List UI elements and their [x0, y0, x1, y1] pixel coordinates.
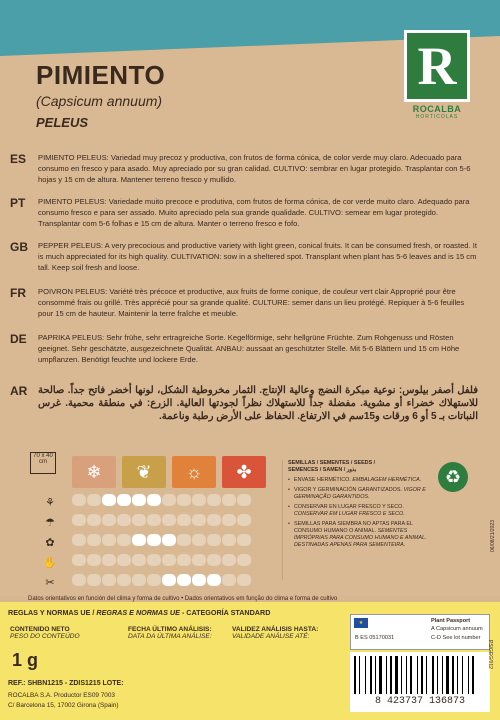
snowflake-icon: ❄: [72, 456, 116, 488]
reg-title-pt: REGRAS E NORMAS UE: [96, 608, 180, 617]
lang-text: PAPRIKA PELEUS: Sehr frühe, sehr ertragreiche Sorte. Kegelförmige, sehr hellgrüne Früchte. Zum Rohgenuss und Rösten geeignet. Sehr geschätzte, ausgezeichnete Qualität. ANBAU: aussaat an geschützter Stelle. Mit 5-6 Blättern und 15 cm Höhe umpflanzen. Benötigt feuchte und lockere Erde.: [38, 333, 460, 364]
harvest-icon: ✂: [45, 576, 55, 589]
legend-item: [288, 504, 428, 518]
scientific-name: (Capsicum annuum): [36, 93, 163, 109]
month-cell-inactive: [192, 534, 206, 546]
barcode-bar: [455, 656, 456, 694]
lang-block-es: [6, 152, 494, 185]
month-cell-inactive: [222, 494, 236, 506]
month-cell-inactive: [207, 494, 221, 506]
lang-text: POIVRON PELEUS: Variété très précoce et productive, aux fruits de forme conique, de couleur vert clair Approprié pour être consommé frais ou grillé. Très apprécié pour sa grande qualité. CULTURE: semer dans un lieu protégé. Repiquer à 5-6 feuilles pour 15 cm de hauteur. Maintenir la terre fraîche et meuble.: [38, 287, 465, 318]
green-dot-recycle-icon: ♻: [438, 462, 468, 492]
barcode-bar: [457, 656, 458, 694]
month-cell-inactive: [222, 514, 236, 526]
month-cell-inactive: [162, 554, 176, 566]
month-cell-active: [192, 574, 206, 586]
lang-block-fr: [6, 286, 494, 319]
legend-item: [288, 521, 428, 549]
calendar-row: [40, 534, 60, 550]
month-cell-inactive: [87, 514, 101, 526]
lang-block-ar: [6, 384, 494, 423]
month-cell-inactive: [162, 494, 176, 506]
barcode-bar: [421, 656, 423, 694]
barcode-bar: [470, 656, 471, 694]
month-cell-inactive: [237, 494, 251, 506]
barcode-bar: [452, 656, 454, 694]
seed-legend: [288, 460, 428, 552]
month-cell-inactive: [72, 494, 86, 506]
calendar-row: [40, 574, 60, 590]
barcode-bar: [354, 656, 356, 694]
month-cell-active: [147, 534, 161, 546]
month-cell-inactive: [147, 514, 161, 526]
barcode-bar: [475, 656, 476, 694]
month-cell-inactive: [117, 514, 131, 526]
month-cell-inactive: [207, 534, 221, 546]
month-cell-inactive: [192, 554, 206, 566]
month-cell-inactive: [117, 574, 131, 586]
brand-logo: [404, 30, 470, 128]
analysis-label-pt: DATA DA ÚLTIMA ANÁLISE:: [128, 633, 212, 640]
month-cell-inactive: [147, 574, 161, 586]
barcode-bar: [373, 656, 374, 694]
passport-title: Plant Passport: [431, 618, 471, 624]
legend-heading-2: SEMENCES / SAMEN / بذور: [288, 467, 357, 473]
barcode: [350, 652, 490, 712]
barcode-bar: [444, 656, 445, 694]
product-title: PIMIENTO: [36, 60, 166, 90]
legend-item-es: VIGOR Y GERMINACIÓN GARANTIZADOS.: [294, 487, 402, 493]
barcode-bar: [437, 656, 438, 694]
barcode-bar: [365, 656, 366, 694]
month-cell-inactive: [132, 514, 146, 526]
legend-item-es: CONSERVAR EN LUGAR FRESCO Y SECO.: [294, 504, 404, 510]
side-code: PS/GEG/012: [487, 640, 493, 669]
lang-text: PIMENTO PELEUS: Variedade muito precoce e produtiva, com frutos de forma cónica, de cor verde muito claro. Adequado para consumo fresco e para ser assado. Muito apreciado pela sua grande qualidade. CULTIVO: semear em lugar protegido. Transplantar com 5-6 folhas e 15 cm de altura. Manter o terreno fresco e fofo.: [38, 197, 470, 228]
lang-code: DE: [10, 332, 27, 346]
title-block: [36, 60, 165, 130]
barcode-bar: [388, 656, 389, 694]
barcode-number: 8 423737 136873: [374, 696, 465, 707]
lang-text: PEPPER PELEUS: A very precocious and productive variety with light green, conical fruits. It can be consumed fresh, or roasted. It is much appreciated for its high quality. CULTIVATION: sow in a sheltered spot. Transplant when plant has 5-6 leaves and is 15 cm tall. Keep soil fresh and loose.: [38, 241, 477, 272]
month-cell-inactive: [87, 554, 101, 566]
lang-block-gb: [6, 240, 494, 273]
barcode-bar: [410, 656, 412, 694]
barcode-bar: [435, 656, 436, 694]
analysis-label-es: FECHA ÚLTIMO ANÁLISIS:: [128, 626, 212, 633]
month-cell-inactive: [192, 494, 206, 506]
month-cell-inactive: [237, 514, 251, 526]
producer: ROCALBA S.A. Productor ES09 7003: [8, 692, 115, 699]
variety-name: PELEUS: [36, 115, 89, 130]
plant-spacing-box: 70 x 40 cm: [30, 452, 56, 474]
lang-text: PIMIENTO PELEUS: Variedad muy precoz y productiva, con frutos de forma cónica, de color verde muy claro. Adecuado para consumo en fresco y para asado. Muy apreciado por su gran calidad. CULTIVO: sembrar en lugar protegido. Trasplantar con 5-6 hojas y 15 cm de altura. Mantener terreno fresco y mullido.: [38, 153, 471, 184]
side-code-2: 06/08/21/2023: [490, 520, 496, 552]
legend-item-pt: SEMENTES IMPRÓPRIAS PARA CONSUMO HUMANO E ANIMAL. DESTINADAS APENAS PARA SEMENTEIRA.: [294, 528, 427, 548]
regulatory-title: REGLAS Y NORMAS UE / REGRAS E NORMAS UE - CATEGORÍA STANDARD: [8, 608, 271, 617]
month-cell-inactive: [87, 574, 101, 586]
barcode-bar: [424, 656, 425, 694]
barcode-bar: [450, 656, 451, 694]
calendar-row: [40, 494, 60, 510]
month-cell-inactive: [117, 534, 131, 546]
month-cell-inactive: [222, 534, 236, 546]
month-cell-inactive: [132, 574, 146, 586]
month-cells: [72, 574, 252, 586]
month-cell-active: [162, 534, 176, 546]
net-label-es: CONTENIDO NETO: [10, 626, 70, 633]
month-cell-inactive: [207, 514, 221, 526]
month-cell-inactive: [207, 554, 221, 566]
passport-line-b: B ES 05170031: [355, 635, 395, 641]
lang-block-pt: [6, 196, 494, 229]
month-cell-inactive: [102, 554, 116, 566]
month-cell-inactive: [72, 514, 86, 526]
lang-code: ES: [10, 152, 27, 166]
plant-passport: [350, 614, 490, 650]
month-cell-inactive: [72, 534, 86, 546]
validity-label: [232, 626, 318, 640]
barcode-bar: [468, 656, 469, 694]
month-cell-inactive: [222, 554, 236, 566]
barcode-bar: [432, 656, 434, 694]
month-cell-inactive: [177, 514, 191, 526]
month-cell-inactive: [192, 514, 206, 526]
validity-label-es: VALIDEZ ANÁLISIS HASTA:: [232, 626, 319, 633]
month-cell-inactive: [87, 534, 101, 546]
barcode-bar: [442, 656, 443, 694]
barcode-bar: [408, 656, 409, 694]
month-cells: [72, 514, 252, 526]
passport-line-cd: C-D See lot number: [431, 635, 481, 641]
logo-letter: R: [417, 36, 457, 96]
net-content-label: [10, 626, 80, 640]
footnote: Datos orientativos en función del clima y forma de cultivo • Dados orientativos em função do clima e forma de cultivo: [28, 596, 338, 602]
lang-code: PT: [10, 196, 26, 210]
month-cell-inactive: [162, 514, 176, 526]
reference-lot: REF.: SHBN1215 - ZDIS1215 LOTE:: [8, 680, 124, 687]
passport-line-a: A Capsicum annuum: [431, 626, 483, 632]
barcode-bar: [428, 656, 431, 694]
barcode-bar: [417, 656, 418, 694]
legend-item-es: ENVASE HERMÉTICO.: [294, 477, 351, 483]
calendar-row: [40, 514, 60, 530]
barcode-bar: [406, 656, 407, 694]
barcode-bar: [446, 656, 449, 694]
month-cell-inactive: [177, 554, 191, 566]
barcode-bar: [399, 656, 400, 694]
legend-item-pt: VIGOR E GERMINAÇÃO GARANTIDOS.: [294, 487, 426, 500]
month-cells: [72, 494, 252, 506]
barcode-bar: [401, 656, 402, 694]
barcode-bar: [379, 656, 382, 694]
net-weight: 1 g: [12, 650, 39, 670]
barcode-bar: [370, 656, 372, 694]
reg-title-es: REGLAS Y NORMAS UE: [8, 608, 91, 617]
logo-mark: [404, 30, 470, 102]
lang-code: GB: [10, 240, 28, 254]
legend-item-pt: CONSERVAR EM LUGAR FRESCO E SECO.: [294, 511, 405, 517]
barcode-bar: [390, 656, 392, 694]
maple-leaf-icon: ✤: [222, 456, 266, 488]
lang-code: AR: [10, 384, 28, 398]
leaf-icon: ❦: [122, 456, 166, 488]
barcode-bar: [459, 656, 461, 694]
legend-heading: SEMILLAS / SEMENTES / SEEDS /: [288, 460, 376, 466]
month-cell-inactive: [237, 554, 251, 566]
month-cell-active: [102, 494, 116, 506]
barcode-bar: [357, 656, 358, 694]
divider: [282, 460, 283, 580]
month-cell-inactive: [177, 494, 191, 506]
month-cell-inactive: [222, 574, 236, 586]
month-cell-inactive: [237, 574, 251, 586]
barcode-bar: [393, 656, 394, 694]
month-cell-inactive: [117, 554, 131, 566]
month-cell-active: [162, 574, 176, 586]
sun-icon: ☼: [172, 456, 216, 488]
legend-item-es: SEMILLAS PARA SIEMBRA NO APTAS PARA EL CONSUMO HUMANO O ANIMAL.: [294, 521, 413, 534]
barcode-bar: [439, 656, 441, 694]
barcode-bar: [375, 656, 376, 694]
legend-item: [288, 487, 428, 501]
barcode-bar: [464, 656, 467, 694]
sowing-hand-icon: ✋: [43, 556, 57, 569]
barcode-bar: [462, 656, 463, 694]
month-cell-active: [132, 534, 146, 546]
month-cells: [72, 534, 252, 546]
barcode-bar: [361, 656, 364, 694]
seed-tray-icon: ⚘: [45, 496, 55, 509]
validity-label-pt: VALIDADE ANÁLISE ATÉ:: [232, 633, 310, 640]
month-cell-inactive: [102, 574, 116, 586]
month-cell-inactive: [237, 534, 251, 546]
barcode-bar: [367, 656, 369, 694]
month-cell-active: [132, 494, 146, 506]
legend-item: [288, 477, 428, 484]
legend-item-pt: EMBALAGEM HERMÉTICA.: [352, 477, 422, 483]
watering-icon: ☂: [45, 516, 55, 529]
month-cell-active: [177, 574, 191, 586]
net-label-pt: PESO DO CONTEÚDO: [10, 633, 80, 640]
barcode-bar: [377, 656, 378, 694]
eu-flag-icon: ★: [354, 618, 368, 628]
barcode-bar: [359, 656, 360, 694]
month-cell-inactive: [87, 494, 101, 506]
lang-text-arabic: فلفل أصفر بيلوس: نوعية مبكرة النضج وعالية الإنتاج. الثمار مخروطية الشكل، لونها أخضر فاتح جداً. صالحة للاستهلاك خضراء أو مشوية. مفضلة جداً للاستهلاك نظراً لجودتها العالية. الزرع: في منطقة محمية. غرس النباتات بـ 5 أو 6 ورقات و15سم في الارتفاع. الحفاظ على الأرض رطبة وناعمة.: [38, 385, 478, 422]
month-cell-inactive: [72, 574, 86, 586]
barcode-bar: [472, 656, 474, 694]
month-cell-inactive: [102, 514, 116, 526]
brand-name: ROCALBA: [412, 104, 462, 114]
address: C/ Barcelona 15, 17002 Girona (Spain): [8, 702, 119, 709]
barcode-bar: [413, 656, 416, 694]
transplant-icon: ✿: [45, 536, 55, 549]
barcode-bar: [386, 656, 387, 694]
barcode-bar: [426, 656, 427, 694]
barcode-bar: [395, 656, 398, 694]
analysis-date-label: [128, 626, 212, 640]
calendar-row: [40, 554, 60, 570]
reg-category: CATEGORÍA STANDARD: [186, 608, 271, 617]
lang-code: FR: [10, 286, 26, 300]
month-cell-inactive: [177, 534, 191, 546]
month-cell-active: [147, 494, 161, 506]
lang-block-de: [6, 332, 494, 365]
month-cell-active: [207, 574, 221, 586]
month-cell-inactive: [147, 554, 161, 566]
barcode-bars: [354, 656, 486, 694]
barcode-bar: [403, 656, 405, 694]
month-cell-active: [117, 494, 131, 506]
barcode-bar: [383, 656, 385, 694]
month-cell-inactive: [72, 554, 86, 566]
month-cells: [72, 554, 252, 566]
month-cell-inactive: [132, 554, 146, 566]
barcode-bar: [419, 656, 420, 694]
brand-subtitle: HORTICOLAS: [415, 114, 459, 120]
month-cell-inactive: [102, 534, 116, 546]
